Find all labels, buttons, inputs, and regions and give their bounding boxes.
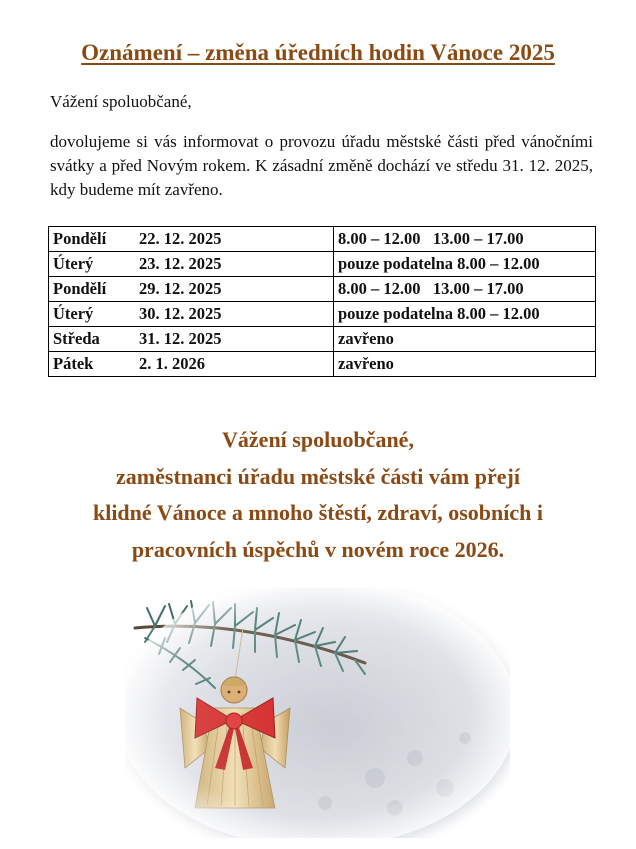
hours-cell (334, 302, 596, 327)
table-row (49, 227, 596, 252)
intro-paragraph: dovolujeme si vás informovat o provozu úřadu městské části před vánočními svátky a před Novým rokem. K zásadní změně dochází ve středu 31. 12. 2025, kdy budeme mít zavřeno. (50, 132, 593, 199)
day-date-cell (49, 302, 334, 327)
table-row (49, 327, 596, 352)
office-hours-table (48, 226, 596, 377)
table-row (49, 277, 596, 302)
straw-angel-ornament-on-fir-branch-icon (125, 588, 510, 838)
date-label: 31. 12. 2025 (139, 329, 222, 348)
day-date-cell (49, 227, 334, 252)
day-label: Pondělí (53, 229, 107, 248)
wish-line: pracovních úspěchů v novém roce 2026. (131, 536, 505, 562)
christmas-wish (0, 422, 636, 568)
day-label: Úterý (53, 254, 94, 273)
day-label: Úterý (53, 304, 94, 323)
hours-cell (334, 352, 596, 377)
day-date-cell (49, 327, 334, 352)
greeting: Vážení spoluobčané, (50, 92, 192, 111)
day-label: Pondělí (53, 279, 107, 298)
hours-label: pouze podatelna 8.00 – 12.00 (338, 304, 540, 323)
wish-line: zaměstnanci úřadu městské části vám přejí (116, 463, 520, 489)
table-row (49, 352, 596, 377)
wish-line: klidné Vánoce a mnoho štěstí, zdraví, osobních i (92, 500, 544, 525)
page-title: Oznámení – změna úředních hodin Vánoce 2025 (81, 40, 555, 65)
table-row (49, 302, 596, 327)
date-label: 29. 12. 2025 (139, 279, 222, 298)
hours-cell (334, 277, 596, 302)
day-date-cell (49, 352, 334, 377)
day-date-cell (49, 252, 334, 277)
hours-label: zavřeno (338, 354, 394, 373)
hours-label: 8.00 – 12.00 13.00 – 17.00 (338, 279, 524, 298)
day-label: Pátek (53, 354, 94, 373)
hours-label: zavřeno (338, 329, 394, 348)
date-label: 2. 1. 2026 (139, 354, 205, 373)
day-date-cell (49, 277, 334, 302)
wish-line: Vážení spoluobčané, (222, 427, 414, 452)
day-label: Středa (53, 329, 100, 348)
table-row (49, 252, 596, 277)
hours-label: 8.00 – 12.00 13.00 – 17.00 (338, 229, 524, 248)
hours-label: pouze podatelna 8.00 – 12.00 (338, 254, 540, 273)
date-label: 30. 12. 2025 (139, 304, 222, 323)
date-label: 22. 12. 2025 (139, 229, 222, 248)
hours-cell (334, 252, 596, 277)
hours-cell (334, 327, 596, 352)
hours-cell (334, 227, 596, 252)
date-label: 23. 12. 2025 (139, 254, 222, 273)
